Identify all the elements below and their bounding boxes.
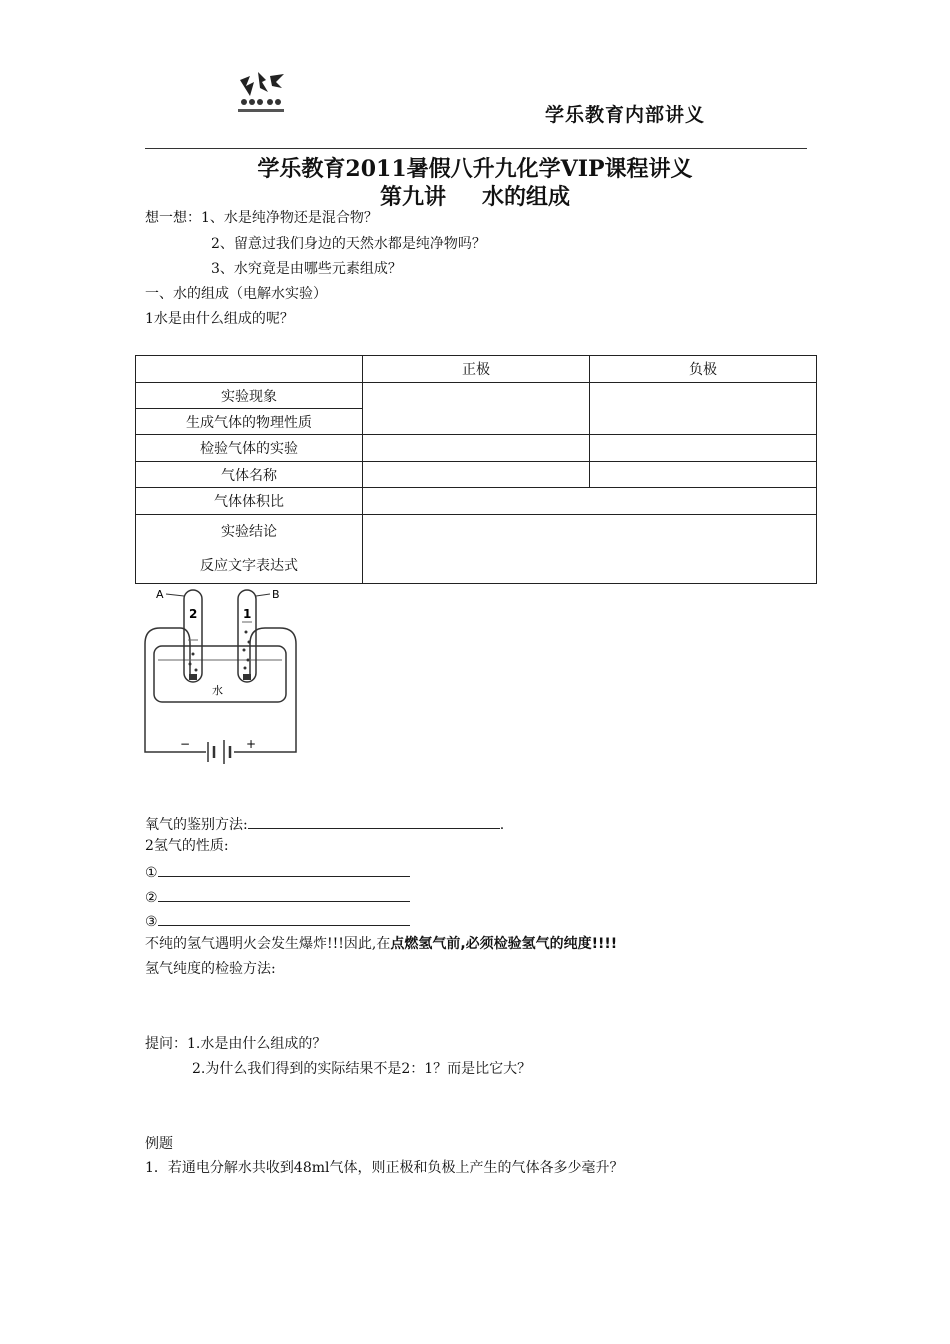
oxygen-method-blank[interactable] <box>248 812 500 829</box>
electrolysis-diagram <box>140 584 305 764</box>
question-1: 提问：1.水是由什么组成的？ <box>145 1036 327 1052</box>
minus-sign: − <box>180 737 191 751</box>
page-title: 学乐教育2011暑假八升九化学VIP课程讲义 <box>257 156 693 182</box>
lecture-number: 第九讲 <box>379 184 446 210</box>
plus-sign: + <box>246 737 257 751</box>
hydrogen-item-3 <box>145 909 410 932</box>
cell-ratio[interactable] <box>363 488 817 515</box>
col-positive: 正极 <box>363 356 590 383</box>
cell-positive-test[interactable] <box>363 435 590 462</box>
example-question-1: 1．若通电分解水共收到48ml气体，则正极和负极上产生的气体各多少毫升？ <box>145 1160 624 1176</box>
section-subheading: 1水是由什么组成的呢？ <box>145 311 294 327</box>
tube-left-number: 2 <box>189 607 198 621</box>
water-label: 水 <box>212 684 223 697</box>
example-heading: 例题 <box>145 1136 173 1152</box>
cell-positive-phenomenon[interactable] <box>363 383 590 435</box>
hydrogen-item-2-blank[interactable] <box>158 885 410 902</box>
hydrogen-warning-text: 不纯的氢气遇明火会发生爆炸!!!因此,在 <box>145 936 391 952</box>
header-divider <box>145 148 807 149</box>
hydrogen-warning-emphasis: 点燃氢气前,必须检验氢气的纯度!!!! <box>390 936 618 952</box>
cell-positive-name[interactable] <box>363 462 590 488</box>
row-conclusion-label: 实验结论 <box>221 524 277 540</box>
cell-negative-test[interactable] <box>590 435 817 462</box>
hydrogen-item-2 <box>145 885 410 908</box>
hydrogen-item-2-marker: ② <box>145 890 158 906</box>
hydrogen-item-1-blank[interactable] <box>158 860 410 877</box>
hydrogen-item-3-marker: ③ <box>145 914 158 930</box>
cell-negative-name[interactable] <box>590 462 817 488</box>
lecture-title <box>0 180 950 211</box>
hydrogen-item-3-blank[interactable] <box>158 909 410 926</box>
cell-conclusion[interactable] <box>363 515 817 584</box>
row-phenomenon: 实验现象 <box>136 383 363 409</box>
hydrogen-item-1 <box>145 860 410 883</box>
row-ratio: 气体体积比 <box>136 488 363 515</box>
table-corner-cell <box>136 356 363 383</box>
think-question-3: 3、水究竟是由哪些元素组成？ <box>211 261 402 277</box>
oxygen-method-end: . <box>499 817 505 833</box>
school-logo-icon <box>232 66 292 118</box>
lecture-topic: 水的组成 <box>482 184 571 210</box>
row-physical: 生成气体的物理性质 <box>136 409 363 435</box>
section-heading: 一、水的组成（电解水实验） <box>145 286 327 302</box>
diagram-label-a: A <box>156 588 164 601</box>
hydrogen-item-1-marker: ① <box>145 865 158 881</box>
row-equation-label: 反应文字表达式 <box>200 558 298 574</box>
hydrogen-warning <box>145 934 617 954</box>
col-negative: 负极 <box>590 356 817 383</box>
oxygen-method-label: 氧气的鉴别方法: <box>145 817 248 833</box>
diagram-label-b: B <box>272 588 280 601</box>
row-name: 气体名称 <box>136 462 363 488</box>
cell-negative-phenomenon[interactable] <box>590 383 817 435</box>
tube-right-number: 1 <box>243 607 252 621</box>
oxygen-method-line <box>145 812 504 835</box>
question-2: 2.为什么我们得到的实际结果不是2：1？而是比它大？ <box>192 1061 532 1077</box>
row-conclusion <box>136 515 363 584</box>
header-label: 学乐教育内部讲义 <box>545 104 706 126</box>
think-question-1: 想一想：1、水是纯净物还是混合物？ <box>145 210 378 226</box>
hydrogen-purity-method: 氢气纯度的检验方法: <box>145 961 276 977</box>
think-question-2: 2、留意过我们身边的天然水都是纯净物吗？ <box>211 236 486 252</box>
hydrogen-heading: 2氢气的性质: <box>145 838 229 854</box>
row-test: 检验气体的实验 <box>136 435 363 462</box>
experiment-table <box>135 355 817 584</box>
